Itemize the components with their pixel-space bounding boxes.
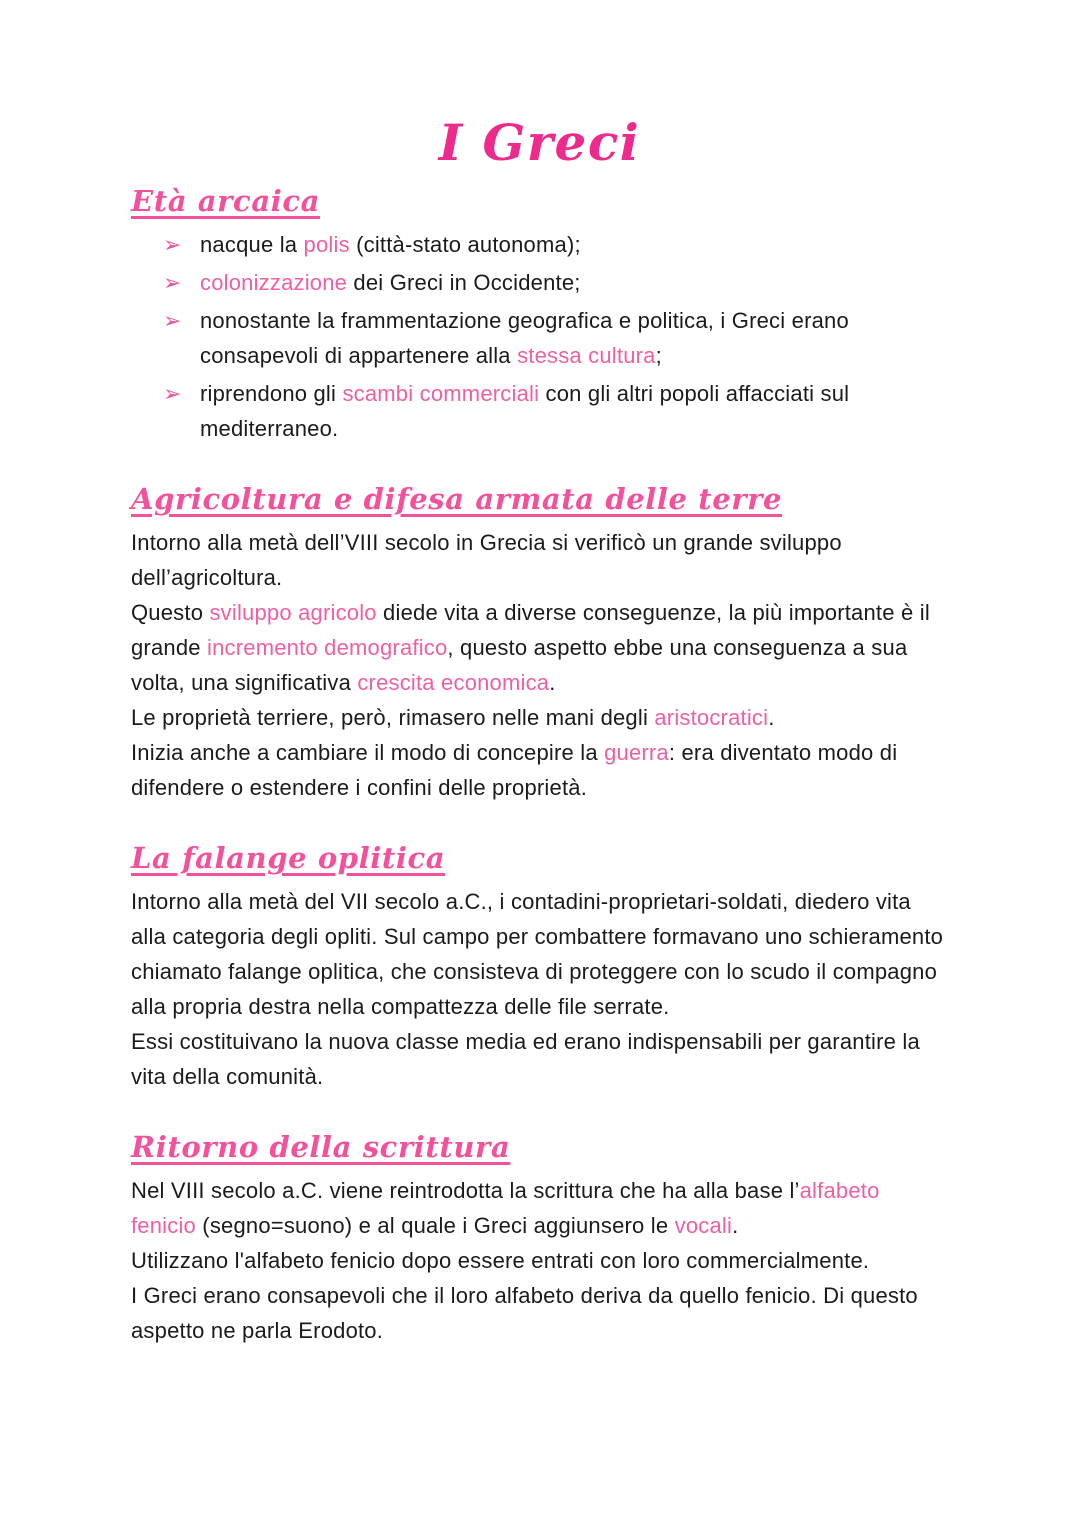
text-segment: Intorno alla metà dell’VIII secolo in Grecia si verificò un grande sviluppo dell’agricoltura. bbox=[131, 530, 842, 590]
text-segment: nacque la bbox=[200, 232, 304, 257]
section-eta-arcaica bbox=[131, 184, 948, 446]
paragraph bbox=[131, 700, 948, 735]
highlighted-text: stessa cultura bbox=[517, 343, 656, 368]
section-heading-eta-arcaica: Età arcaica bbox=[131, 184, 320, 218]
section-agricoltura bbox=[131, 482, 948, 805]
bullet-text bbox=[200, 381, 849, 441]
highlighted-text: vocali bbox=[674, 1213, 733, 1238]
text-segment: nonostante la frammentazione geografica e politica, i Greci erano consapevoli di appartenere alla bbox=[200, 308, 849, 368]
text-segment: diede vita a diverse conseguenze, la più importante è il grande bbox=[131, 600, 930, 660]
highlighted-text: polis bbox=[303, 232, 350, 257]
paragraph bbox=[131, 735, 948, 805]
text-segment: Le proprietà terriere, però, rimasero nelle mani degli bbox=[131, 705, 655, 730]
text-segment: , questo aspetto ebbe una conseguenza a sua volta, una significativa bbox=[131, 635, 908, 695]
text-segment: con gli altri popoli affacciati sul mediterraneo. bbox=[200, 381, 850, 441]
document-title: I Greci bbox=[438, 113, 641, 172]
text-segment: Intorno alla metà del VII secolo a.C., i contadini-proprietari-soldati, diedero vita alla categoria degli opliti. Sul campo per combattere formavano uno schieramento chiamato falange oplitica, che consisteva di proteggere con lo scudo il compagno alla propria destra nella compattezza delle file serrate. bbox=[131, 889, 944, 1019]
text-segment: . bbox=[768, 705, 775, 730]
highlighted-text: guerra bbox=[604, 740, 669, 765]
bullet-text bbox=[200, 270, 581, 295]
arrow-bullet-icon: ➢ bbox=[163, 270, 182, 295]
paragraph bbox=[131, 1173, 948, 1243]
arrow-bullet-icon: ➢ bbox=[163, 232, 182, 257]
paragraph bbox=[131, 1278, 948, 1348]
highlighted-text: scambi commerciali bbox=[342, 381, 540, 406]
bullet-item bbox=[131, 265, 948, 300]
text-segment: (segno=suono) e al quale i Greci aggiunsero le bbox=[196, 1213, 675, 1238]
text-segment: Utilizzano l'alfabeto fenicio dopo essere entrati con loro commercialmente. bbox=[131, 1248, 870, 1273]
section-heading-agricoltura: Agricoltura e difesa armata delle terre bbox=[131, 482, 783, 516]
bullet-list bbox=[131, 227, 948, 446]
bullet-text bbox=[200, 308, 849, 368]
paragraph bbox=[131, 1243, 948, 1278]
highlighted-text: colonizzazione bbox=[200, 270, 348, 295]
highlighted-text: crescita economica bbox=[357, 670, 550, 695]
highlighted-text: incremento demografico bbox=[207, 635, 448, 660]
paragraph bbox=[131, 884, 948, 1024]
arrow-bullet-icon: ➢ bbox=[163, 308, 182, 333]
text-segment: . bbox=[549, 670, 556, 695]
paragraph bbox=[131, 1024, 948, 1094]
text-segment: ; bbox=[655, 343, 662, 368]
text-segment: Nel VIII secolo a.C. viene reintrodotta la scrittura che ha alla base l’ bbox=[131, 1178, 800, 1203]
arrow-bullet-icon: ➢ bbox=[163, 381, 182, 406]
highlighted-text: aristocratici bbox=[654, 705, 769, 730]
section-heading-falange-oplitica: La falange oplitica bbox=[131, 841, 446, 875]
section-ritorno-scrittura bbox=[131, 1130, 948, 1348]
text-segment: dei Greci in Occidente; bbox=[347, 270, 581, 295]
text-segment: (città-stato autonoma); bbox=[349, 232, 581, 257]
text-segment: Questo bbox=[131, 600, 210, 625]
paragraph bbox=[131, 525, 948, 595]
section-falange-oplitica bbox=[131, 841, 948, 1094]
text-segment: . bbox=[732, 1213, 739, 1238]
highlighted-text: sviluppo agricolo bbox=[209, 600, 377, 625]
paragraph bbox=[131, 595, 948, 700]
text-segment: I Greci erano consapevoli che il loro alfabeto deriva da quello fenicio. Di questo aspetto ne parla Erodoto. bbox=[131, 1283, 918, 1343]
text-segment: Essi costituivano la nuova classe media ed erano indispensabili per garantire la vita della comunità. bbox=[131, 1029, 920, 1089]
bullet-item bbox=[131, 227, 948, 262]
bullet-text bbox=[200, 232, 581, 257]
bullet-item bbox=[131, 303, 948, 373]
text-segment: Inizia anche a cambiare il modo di concepire la bbox=[131, 740, 605, 765]
text-segment: riprendono gli bbox=[200, 381, 343, 406]
section-heading-ritorno-scrittura: Ritorno della scrittura bbox=[131, 1130, 511, 1164]
highlighted-text: alfabeto fenicio bbox=[131, 1178, 880, 1238]
bullet-item bbox=[131, 376, 948, 446]
text-segment: : era diventato modo di difendere o estendere i confini delle proprietà. bbox=[131, 740, 898, 800]
